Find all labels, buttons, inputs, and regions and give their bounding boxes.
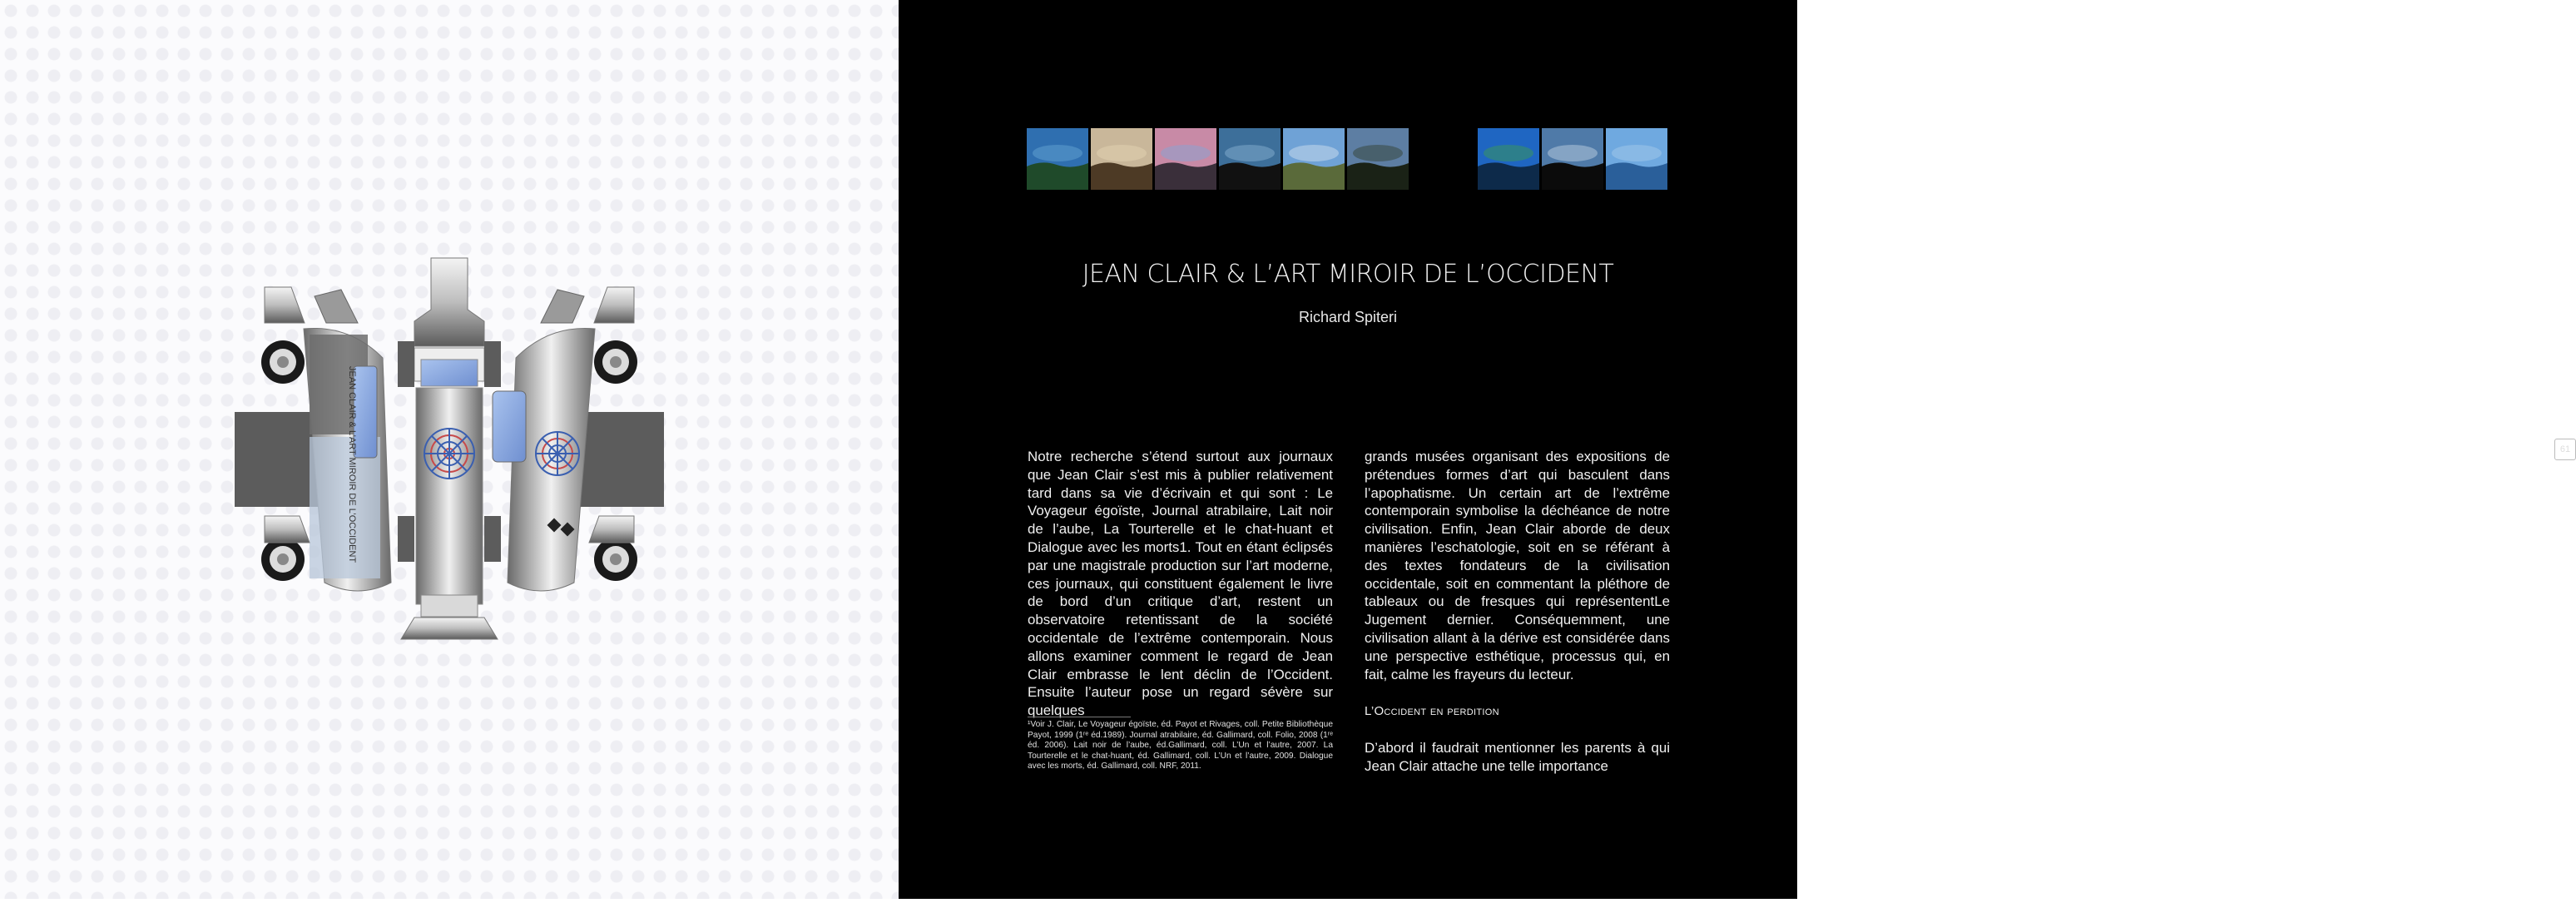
calm-water-photo — [1606, 128, 1667, 190]
paper-car-illustration — [0, 0, 899, 899]
tree-silhouette-photo — [1219, 128, 1281, 190]
left-page — [0, 0, 899, 899]
pink-sky-photo — [1155, 128, 1216, 190]
right-page — [899, 0, 2571, 899]
illustration-side-text: JEAN CLAIR & L’ART MIROIR DE L’OCCIDENT — [347, 366, 357, 563]
tall-trees-photo — [1542, 128, 1603, 190]
lake-mountain-photo — [1027, 128, 1088, 190]
page-number: 61 — [2554, 439, 2576, 460]
body-column-3: D’abord il faudrait mentionner les parents à qui Jean Clair attache une telle importance — [1365, 740, 1670, 774]
author-name: Richard Spiteri — [1298, 309, 1398, 325]
footnote: ¹Voir J. Clair, Le Voyageur égoïste, éd. Payot et Rivages, coll. Petite Bibliothèque Payot, 1999 (1ʳᵉ éd.1989). Journal atrabilaire, éd. Gallimard, coll. Folio, 2008 (1ʳᵉ éd. 2006). Lait noir de l’aube, éd.Gallimard, coll. L’Un et l’autre, 2007. La Tourterelle et le chat-huant, éd. Gallimard, coll. L’Un et l’autre, 2009. Dialogue avec les morts, éd. Gallimard, coll. NRF, 2011. — [1028, 720, 1333, 772]
blue-lake-photo — [1478, 128, 1539, 190]
rocks-sunset-photo — [1091, 128, 1152, 190]
body-column-2: grands musées organisant des expositions de prétendues formes d’art qui basculent dans l’apophatisme. Un certain art de l’extrême contemporain symbolise la déchéance de notre civilisation. Enfin, Jean Clair aborde de deux manières l’eschatologie, soit en se référant à des textes fondateurs de la civilisation occidentale, soit en commentant la pléthore de tableaux ou de fresques qui représententLe Jugement dernier. Conséquemment, une civilisation allant à la dérive est considérée dans une perspective esthétique, processus qui, en fait, calme les frayeurs du lecteur. — [1365, 449, 1670, 682]
section-heading: L’Occident en perdition — [1365, 704, 1499, 718]
forest-road-photo — [1347, 128, 1409, 190]
article-title: JEAN CLAIR & L’ART MIROIR DE L’OCCIDENT — [1082, 260, 1614, 289]
flag-field-photo — [1283, 128, 1345, 190]
body-column-1: Notre recherche s’étend surtout aux journaux que Jean Clair s’est mis à publier relativement tard dans sa vie d’écrivain et qui sont : Le Voyageur égoïste, Journal atrabilaire, Lait noir de l’aube, La Tourterelle et le chat-huant et Dialogue avec les morts1. Tout en étant éclipsés par une magistrale production sur l’art moderne, ces journaux, qui constituent également le livre de bord d’un critique d’art, restent un observatoire retentissant de la société occidentale de l’extrême contemporain. Nous allons examiner comment le regard de Jean Clair embrasse le lent déclin de l’Occident. Ensuite l’auteur pose un regard sévère sur quelques — [1028, 449, 1333, 719]
